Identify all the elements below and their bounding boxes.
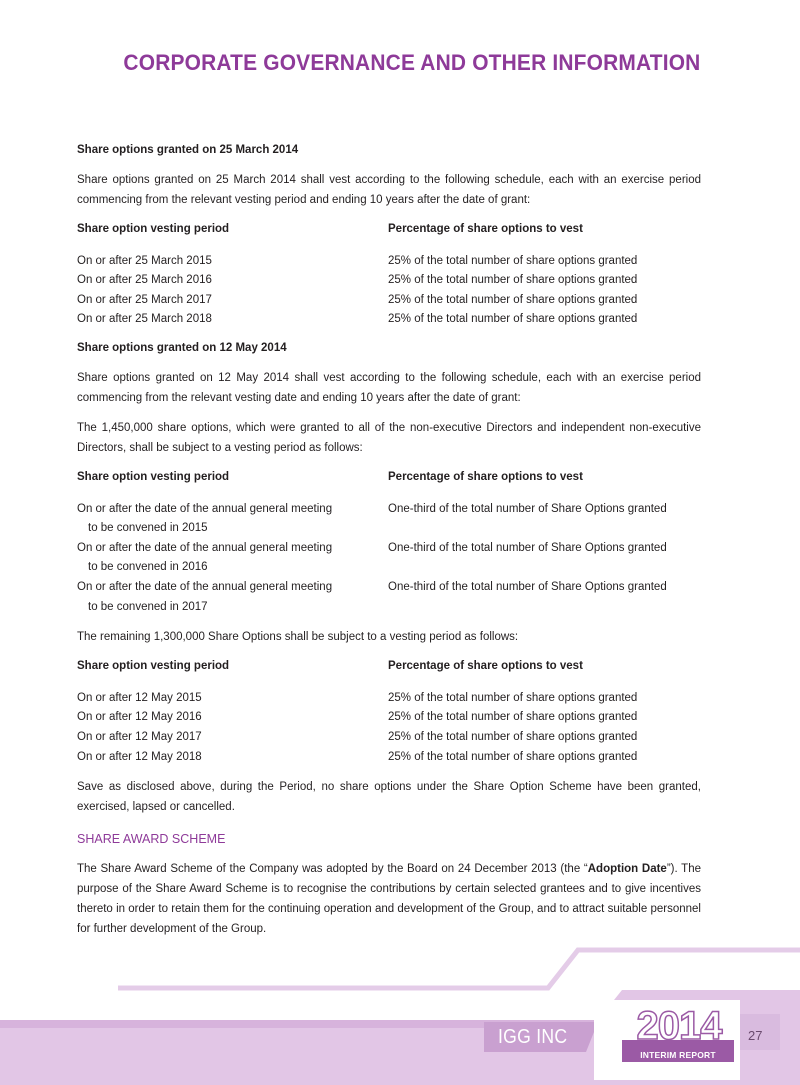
table-row (77, 728, 701, 748)
table-header-remaining (77, 657, 701, 677)
section-heading-march: Share options granted on 25 March 2014 (77, 144, 299, 156)
share-award-text-start: The Share Award Scheme of the Company was adopted by the Board on 24 December 2013 (the “ (77, 863, 588, 876)
vesting-percentage: One-third of the total number of Share Options granted (388, 502, 667, 515)
table-row (77, 252, 701, 272)
vesting-period-line2: to be convened in 2015 (88, 522, 208, 535)
vesting-percentage: 25% of the total number of share options granted (388, 274, 638, 287)
vesting-period-line1: On or after the date of the annual general meeting (77, 502, 333, 515)
table-row (77, 500, 701, 539)
page-footer (0, 940, 800, 1085)
footer-accent-line (118, 950, 800, 988)
paragraph-non-executive: The 1,450,000 share options, which were granted to all of the non-executive Directors and independent non-executive Directors, shall be subject to a vesting period as follows: (77, 421, 701, 454)
paragraph-save-as-disclosed: Save as disclosed above, during the Period, no share options under the Share Option Scheme have been granted, exercised, lapsed or cancelled. (77, 781, 701, 814)
table-header-directors (77, 468, 701, 488)
paragraph-may-intro: Share options granted on 12 May 2014 shall vest according to the following schedule, each with an exercise period commencing from the relevant vesting date and ending 10 years after the date of grant: (77, 371, 701, 404)
section-heading-may: Share options granted on 12 May 2014 (77, 341, 287, 354)
vesting-percentage: 25% of the total number of share options granted (388, 254, 638, 267)
logo-year: 2014 (636, 1004, 722, 1048)
vesting-period-line1: On or after the date of the annual general meeting (77, 541, 333, 554)
vesting-period (77, 578, 388, 617)
vesting-period: On or after 25 March 2016 (77, 274, 212, 287)
table-row (77, 689, 701, 709)
vesting-period: On or after 12 May 2017 (77, 730, 202, 743)
section-title-share-award: SHARE AWARD SCHEME (77, 832, 226, 847)
document-body (77, 140, 701, 939)
paragraph-march-intro: Share options granted on 25 March 2014 shall vest according to the following schedule, each with an exercise period commencing from the relevant vesting period and ending 10 years after the date of grant: (77, 174, 701, 206)
vesting-period: On or after 12 May 2015 (77, 691, 202, 704)
vesting-period: On or after 12 May 2016 (77, 711, 202, 724)
share-award-text-end: ”). The purpose of the Share Award Scheme is to recognise the contributions by certain selected grantees and to give incentives thereto in order to retain them for the continuing operation and development of the Group, and to attract suitable personnel for further development of the Group. (77, 863, 701, 936)
table-row (77, 310, 701, 330)
page-title: CORPORATE GOVERNANCE AND OTHER INFORMATION (122, 50, 700, 75)
table-row (77, 291, 701, 311)
vesting-period: On or after 25 March 2017 (77, 293, 212, 306)
vesting-percentage: 25% of the total number of share options granted (388, 293, 638, 306)
vesting-period: On or after 25 March 2018 (77, 313, 212, 326)
vesting-period (77, 539, 388, 578)
vesting-period (77, 500, 388, 539)
company-name: IGG INC (498, 1026, 568, 1048)
vesting-period: On or after 25 March 2015 (77, 254, 212, 267)
logo-caption: INTERIM REPORT (640, 1050, 716, 1060)
vesting-percentage: One-third of the total number of Share Options granted (388, 580, 667, 593)
paragraph-share-award (77, 859, 701, 939)
vesting-period: On or after 12 May 2018 (77, 750, 202, 763)
column-header-period: Share option vesting period (77, 223, 230, 235)
column-header-period: Share option vesting period (77, 470, 230, 483)
column-header-percentage: Percentage of share options to vest (388, 223, 583, 235)
paragraph-remaining-options: The remaining 1,300,000 Share Options shall be subject to a vesting period as follows: (77, 631, 519, 644)
column-header-percentage: Percentage of share options to vest (388, 660, 583, 673)
vesting-percentage: 25% of the total number of share options granted (388, 691, 638, 704)
vesting-percentage: 25% of the total number of share options granted (388, 711, 638, 724)
vesting-percentage: 25% of the total number of share options granted (388, 313, 638, 326)
table-row (77, 578, 701, 617)
vesting-period-line1: On or after the date of the annual general meeting (77, 580, 333, 593)
column-header-percentage: Percentage of share options to vest (388, 470, 583, 483)
table-row (77, 708, 701, 728)
vesting-percentage: One-third of the total number of Share Options granted (388, 541, 667, 554)
table-header-march (77, 220, 701, 240)
page-number: 27 (748, 1028, 763, 1043)
adoption-date-term: Adoption Date (587, 863, 667, 876)
vesting-percentage: 25% of the total number of share options granted (388, 730, 638, 743)
vesting-period-line2: to be convened in 2016 (88, 561, 208, 574)
table-row (77, 748, 701, 768)
table-row (77, 271, 701, 291)
vesting-percentage: 25% of the total number of share options granted (388, 750, 638, 763)
vesting-period-line2: to be convened in 2017 (88, 600, 208, 613)
table-row (77, 539, 701, 578)
column-header-period: Share option vesting period (77, 660, 230, 673)
